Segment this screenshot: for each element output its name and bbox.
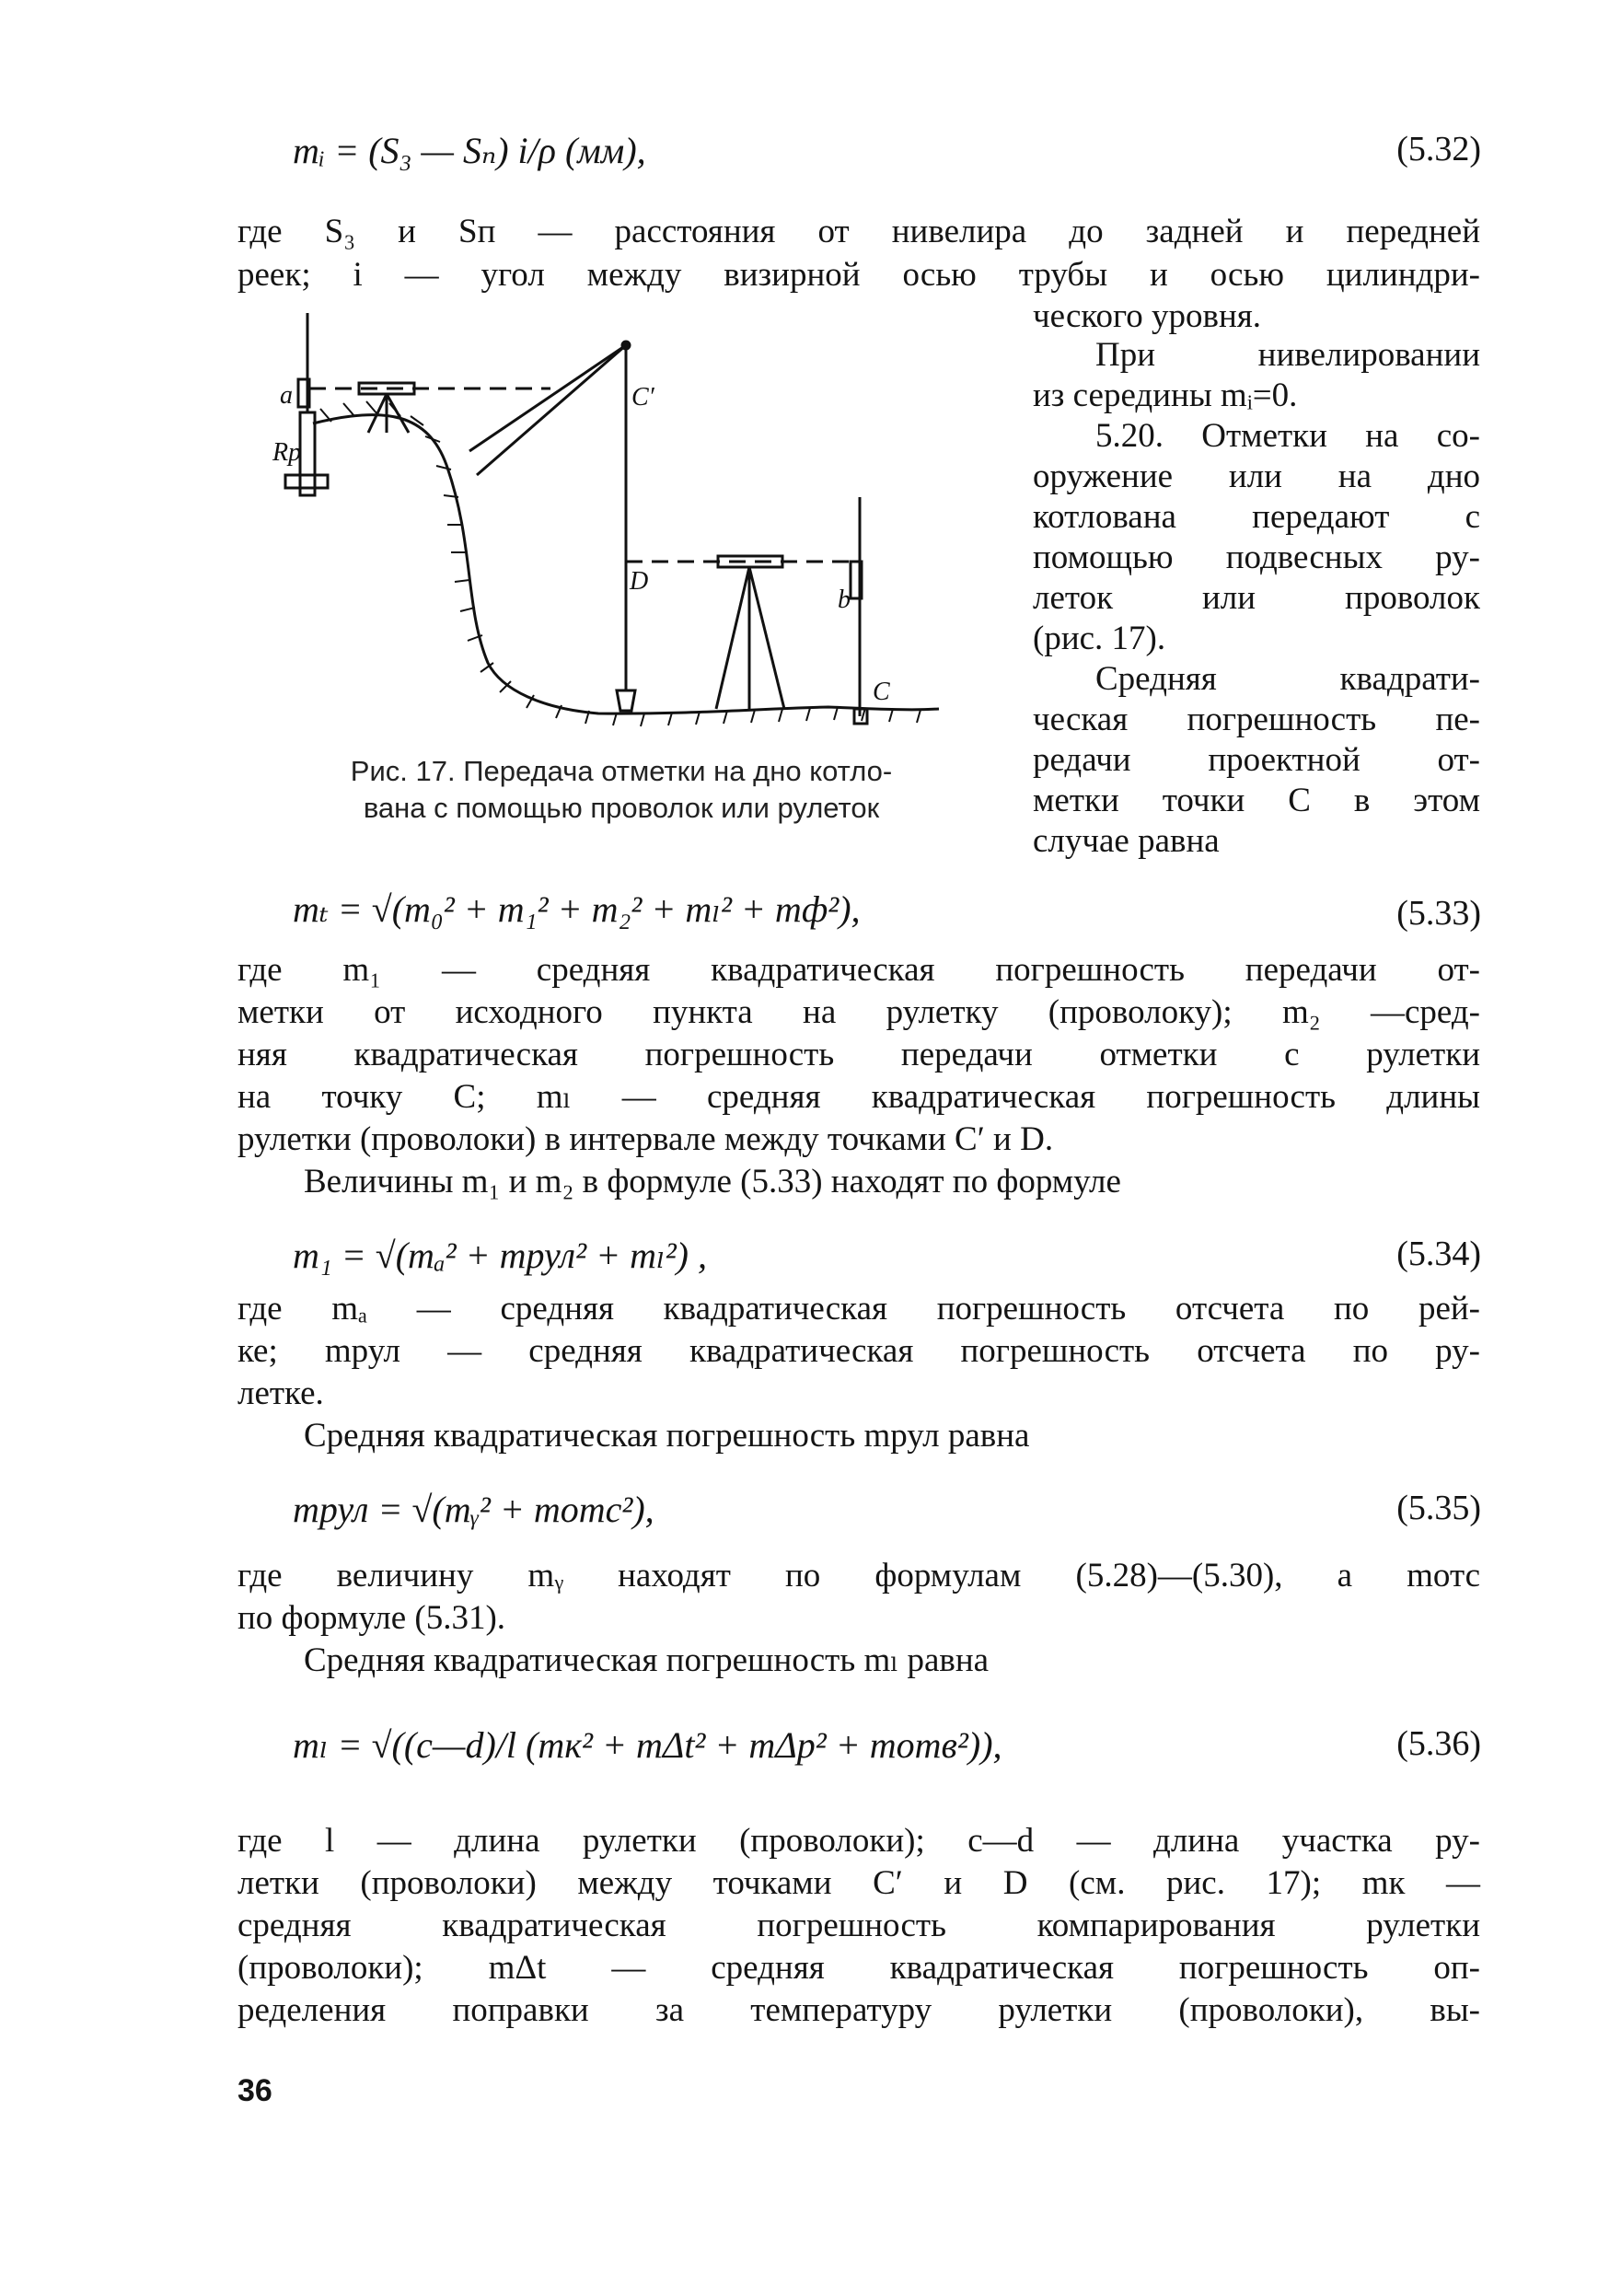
text-line: леток или проволок bbox=[1033, 579, 1480, 617]
text-line: (рис. 17). bbox=[1033, 620, 1166, 657]
text-line: средняя квадратическая погрешность компарирования рулетки bbox=[237, 1907, 1480, 1944]
label-d: D bbox=[630, 567, 649, 596]
left-rod-base bbox=[285, 475, 328, 488]
left-rod bbox=[300, 412, 315, 495]
equation-text: m₁ = √(mₐ² + mрул² + mₗ²) , bbox=[293, 1235, 707, 1276]
text-line: где S₃ и Sп — расстояния от нивелира до задней и передней bbox=[237, 213, 1480, 250]
text-line: (проволоки); mΔt — средняя квадратическая погрешность оп- bbox=[237, 1949, 1480, 1987]
text-line: няя квадратическая погрешность передачи отметки с рулетки bbox=[237, 1036, 1480, 1073]
lower-level-instrument bbox=[718, 556, 782, 567]
equation-number: (5.34) bbox=[1396, 1235, 1481, 1273]
text-line: Величины m₁ и m₂ в формуле (5.33) находят по формуле bbox=[304, 1163, 1121, 1200]
text-line: реек; i — угол между визирной осью трубы и осью цилиндри- bbox=[237, 256, 1480, 294]
text-line: помощью подвесных ру- bbox=[1033, 539, 1480, 576]
figure-17-diagram bbox=[272, 304, 976, 736]
text-line: где l — длина рулетки (проволоки); c—d — длина участка ру- bbox=[237, 1822, 1480, 1860]
caption-line: вана с помощью проволок или рулеток bbox=[363, 792, 880, 824]
figure-caption bbox=[267, 753, 976, 827]
text-line: ческого уровня. bbox=[1033, 297, 1262, 335]
text-line: метки точки C в этом bbox=[1033, 782, 1480, 819]
label-a: a bbox=[280, 381, 293, 410]
label-rp: Rр bbox=[272, 438, 302, 467]
text-line: При нивелировании bbox=[1095, 336, 1480, 374]
text-line: летки (проволоки) между точками C′ и D (см. рис. 17); mк — bbox=[237, 1864, 1480, 1902]
equation-5-36 bbox=[293, 1723, 1002, 1767]
text-line: где величину mᵧ находят по формулам (5.28)—(5.30), а mотс bbox=[237, 1557, 1480, 1594]
text-line: метки от исходного пункта на рулетку (проволоку); m₂ —сред- bbox=[237, 993, 1480, 1031]
label-c-prime: C′ bbox=[631, 383, 654, 412]
text-line: котлована передают с bbox=[1033, 498, 1480, 536]
equation-5-34 bbox=[293, 1234, 707, 1277]
equation-5-32 bbox=[293, 129, 646, 172]
text-line: ределения поправки за температуру рулетки (проволоки), вы- bbox=[237, 1991, 1480, 2029]
wire-support bbox=[477, 345, 626, 475]
equation-number: (5.32) bbox=[1396, 130, 1481, 168]
equation-text: mᵢ = (S₃ — Sₙ) i/ρ (мм), bbox=[293, 130, 646, 171]
equation-5-35 bbox=[293, 1488, 654, 1531]
text-line: на точку C; mₗ — средняя квадратическая погрешность длины bbox=[237, 1078, 1480, 1116]
equation-5-33 bbox=[293, 887, 861, 931]
text-line: Средняя квадратическая погрешность mрул равна bbox=[304, 1417, 1030, 1455]
equation-text: mₗ = √((c—d)/l (mк² + mΔt² + mΔp² + mотв²)), bbox=[293, 1724, 1002, 1766]
plumb-weight bbox=[617, 690, 635, 711]
text-line: где m₁ — средняя квадратическая погрешность передачи от- bbox=[237, 951, 1480, 989]
equation-number: (5.35) bbox=[1396, 1489, 1481, 1527]
text-line: летке. bbox=[237, 1374, 324, 1412]
text-line: ке; mрул — средняя квадратическая погрешность отсчета по ру- bbox=[237, 1332, 1480, 1370]
text-line: редачи проектной от- bbox=[1033, 741, 1480, 779]
equation-text: mₜ = √(m₀² + m₁² + m₂² + mₗ² + mф²), bbox=[293, 888, 861, 930]
text-line: где mₐ — средняя квадратическая погрешность отсчета по рей- bbox=[237, 1290, 1480, 1328]
equation-number: (5.36) bbox=[1396, 1724, 1481, 1763]
text-line: из середины mᵢ=0. bbox=[1033, 377, 1298, 414]
caption-line: Рис. 17. Передача отметки на дно котло- bbox=[350, 755, 893, 787]
text-line: ческая погрешность пе- bbox=[1033, 701, 1480, 738]
text-line: случае равна bbox=[1033, 822, 1220, 860]
equation-text: mрул = √(mᵧ² + mотс²), bbox=[293, 1489, 654, 1530]
text-line: оружение или на дно bbox=[1033, 458, 1480, 495]
page-number: 36 bbox=[237, 2073, 272, 2108]
text-line: по формуле (5.31). bbox=[237, 1599, 506, 1637]
label-b: b bbox=[838, 586, 851, 614]
text-line: 5.20. Отметки на со- bbox=[1095, 417, 1480, 455]
equation-number: (5.33) bbox=[1396, 894, 1481, 933]
label-c: C bbox=[873, 678, 890, 706]
text-line: Средняя квадратическая погрешность mₗ равна bbox=[304, 1641, 990, 1679]
text-line: рулетки (проволоки) в интервале между точками C′ и D. bbox=[237, 1120, 1054, 1158]
text-line: Средняя квадрати- bbox=[1095, 660, 1480, 698]
